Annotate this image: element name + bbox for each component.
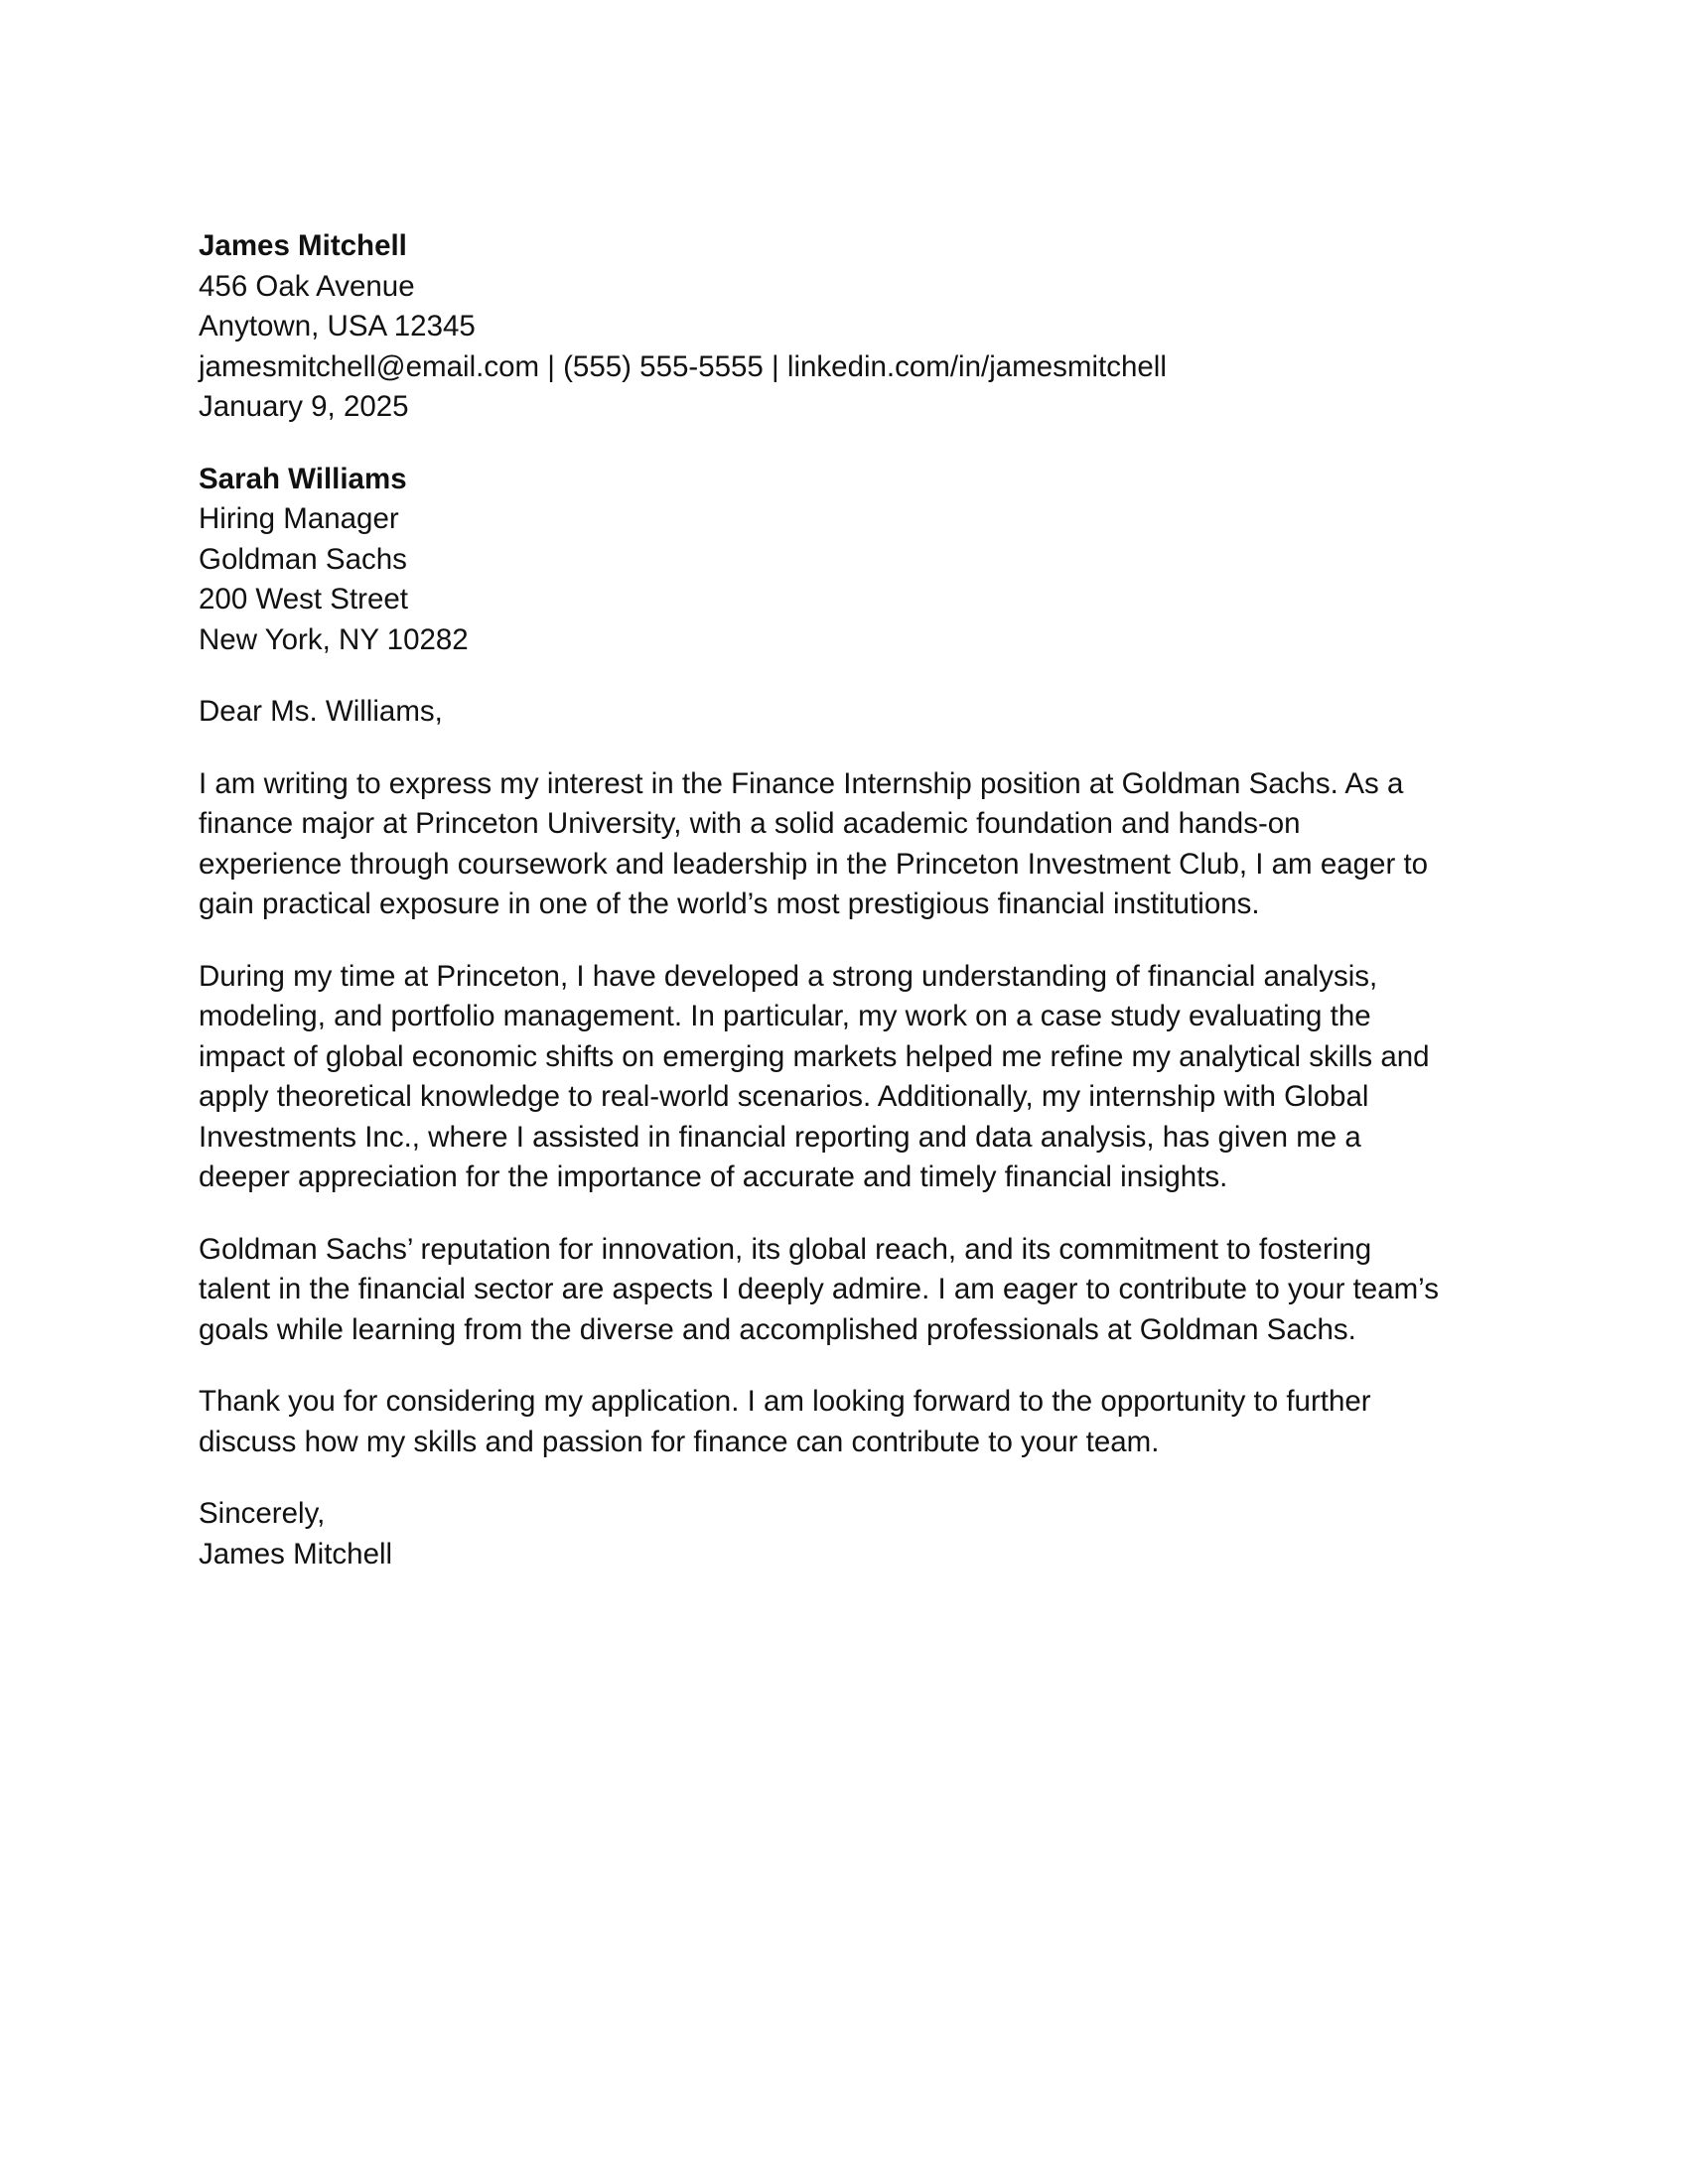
- recipient-title: Hiring Manager: [199, 502, 399, 535]
- paragraph-line: goals while learning from the diverse and accomplished professionals at Goldman Sachs.: [199, 1312, 1356, 1346]
- sender-block: [199, 226, 1509, 428]
- body-paragraph: [199, 957, 1509, 1198]
- recipient-company: Goldman Sachs: [199, 542, 407, 576]
- paragraph-line: impact of global economic shifts on emerging markets helped me refine my analytical skills and: [199, 1039, 1430, 1073]
- paragraph-line: experience through coursework and leadership in the Princeton Investment Club, I am eager to: [199, 847, 1429, 881]
- salutation: [199, 692, 1509, 733]
- letter-date: January 9, 2025: [199, 390, 409, 423]
- sender-name: James Mitchell: [199, 229, 407, 262]
- sender-contact: jamesmitchell@email.com | (555) 555-5555 | linkedin.com/in/jamesmitchell: [199, 349, 1167, 383]
- paragraph-line: modeling, and portfolio management. In particular, my work on a case study evaluating the: [199, 1000, 1371, 1032]
- recipient-street: 200 West Street: [199, 583, 408, 615]
- paragraph-line: Thank you for considering my application. I am looking forward to the opportunity to further: [199, 1385, 1371, 1418]
- cover-letter: [199, 226, 1509, 1606]
- body-paragraph: [199, 1382, 1509, 1462]
- paragraph-line: Investments Inc., where I assisted in financial reporting and data analysis, has given me a: [199, 1120, 1361, 1154]
- salutation-text: Dear Ms. Williams,: [199, 695, 443, 728]
- body-paragraph: [199, 764, 1509, 925]
- paragraph-line: discuss how my skills and passion for finance can contribute to your team.: [199, 1425, 1160, 1458]
- recipient-name: Sarah Williams: [199, 462, 407, 495]
- closing-block: [199, 1494, 1509, 1574]
- paragraph-line: gain practical exposure in one of the world’s most prestigious financial institutions.: [199, 887, 1260, 920]
- paragraph-line: During my time at Princeton, I have developed a strong understanding of financial analysis,: [199, 959, 1378, 993]
- recipient-city: New York, NY 10282: [199, 622, 469, 656]
- recipient-block: [199, 460, 1509, 661]
- paragraph-line: apply theoretical knowledge to real-world scenarios. Additionally, my internship with Global: [199, 1080, 1369, 1113]
- paragraph-line: talent in the financial sector are aspects I deeply admire. I am eager to contribute to your team’s: [199, 1273, 1439, 1305]
- paragraph-line: I am writing to express my interest in the Finance Internship position at Goldman Sachs. As a: [199, 766, 1404, 800]
- paragraph-line: finance major at Princeton University, with a solid academic foundation and hands-on: [199, 807, 1301, 840]
- valediction: Sincerely,: [199, 1497, 326, 1530]
- paragraph-line: Goldman Sachs’ reputation for innovation, its global reach, and its commitment to fostering: [199, 1232, 1372, 1266]
- body-paragraph: [199, 1230, 1509, 1351]
- sender-street: 456 Oak Avenue: [199, 269, 415, 303]
- paragraph-line: deeper appreciation for the importance of accurate and timely financial insights.: [199, 1160, 1228, 1193]
- signature-name: James Mitchell: [199, 1537, 393, 1570]
- sender-city: Anytown, USA 12345: [199, 310, 476, 342]
